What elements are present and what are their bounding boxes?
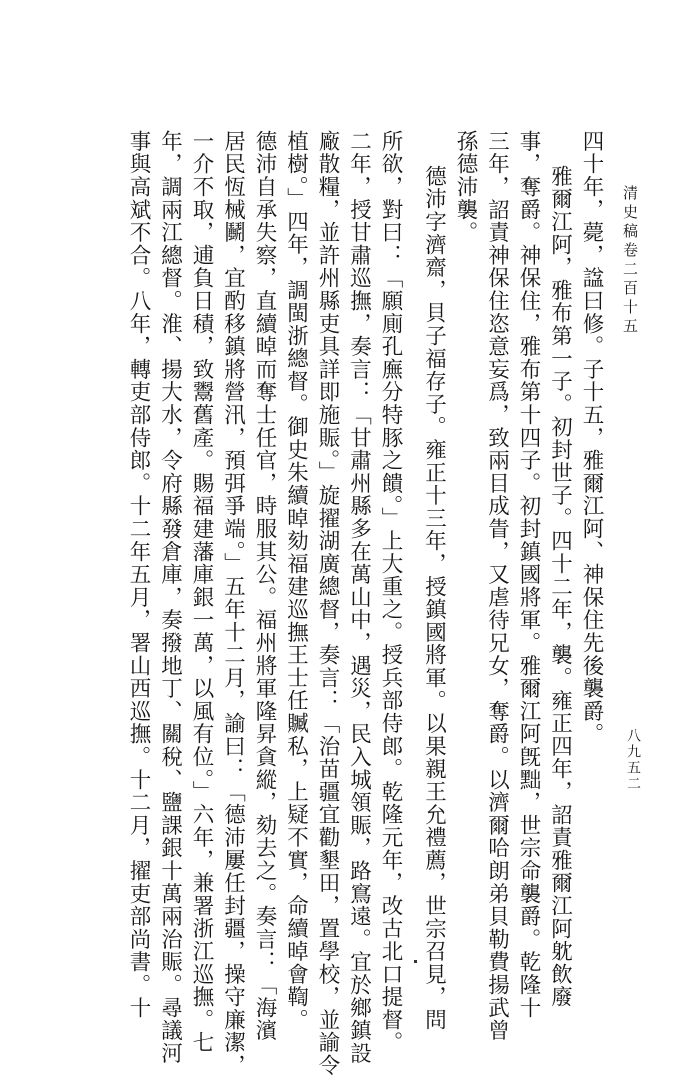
text-column: 所欲，對曰：「願廁孔廡分特豚之饋。」上大重之。授兵部侍郎。乾隆元年，改古北口提督。 xyxy=(378,130,403,1055)
text-column: 孫德沛襲。 xyxy=(453,130,478,244)
text-column: 德沛字濟齋，貝子福存子。雍正十三年，授鎮國將軍。以果親王允禮薦，世宗召見，問 xyxy=(421,165,447,1032)
print-speck xyxy=(414,960,417,963)
text-column: 四十年，薨，諡曰修。子十五，雅爾江阿、神保住先後襲爵。 xyxy=(579,130,604,746)
text-column: 事，奪爵。神保住，雅布第十四子。初封鎮國將軍。雅爾江阿旣黜，世宗命襲爵。乾隆十 xyxy=(516,130,541,1020)
text-column: 三年，詔責神保住恣意妄爲，致兩目成眚，又虐待兄女，奪爵。以濟爾哈朗弟貝勒費揚武曾 xyxy=(484,130,510,1042)
main-text xyxy=(126,130,604,1077)
text-column: 廠散糧，並許州縣吏具詳即施賑。」旋擢湖廣總督，奏言：「治苗疆宜勸墾田，置學校，並諭令 xyxy=(315,130,340,1077)
text-column: 植樹。」四年，調閩浙總督。御史朱續晫劾福建巡撫王士任贓私，上疑不實，命續晫會鞫。 xyxy=(283,130,309,1032)
text-column: 居民恆械鬭，宜酌移鎮將營汛，預弭爭端。」五年十二月，諭曰：「德沛屢任封疆，操守廉潔， xyxy=(220,130,246,1077)
text-column: 一介不取，逋負日積，致鬻舊產。賜福建藩庫銀一萬，以風有位。」六年，兼署浙江巡撫。七 xyxy=(189,130,214,1055)
page-number: 八九五二 xyxy=(625,728,641,792)
text-column: 雅爾江阿，雅布第一子。初封世子。四十二年，襲。雍正四年，詔責雅爾江阿躭飲廢 xyxy=(547,165,573,1009)
text-column: 二年，授甘肅巡撫，奏言：「甘肅州縣多在萬山中，遇災，民入城領賑，路窵遠。宜於鄉鎮設 xyxy=(346,130,372,1065)
text-column: 事與高斌不合。八年，轉吏部侍郎。十二年五月，署山西巡撫。十二月，擢吏部尚書。十 xyxy=(126,130,151,1020)
running-title: 清史稿卷二百十五 xyxy=(621,185,639,337)
text-column: 年，調兩江總督。淮、揚大水，令府縣發倉庫，奏撥地丁、關稅、鹽課銀十萬兩治賑。尋議河 xyxy=(157,130,183,1065)
text-column: 德沛自承失察，直續晫而奪士任官，時服其公。福州將軍隆昇貪縱，劾去之。奏言：「海濱 xyxy=(252,130,277,1042)
